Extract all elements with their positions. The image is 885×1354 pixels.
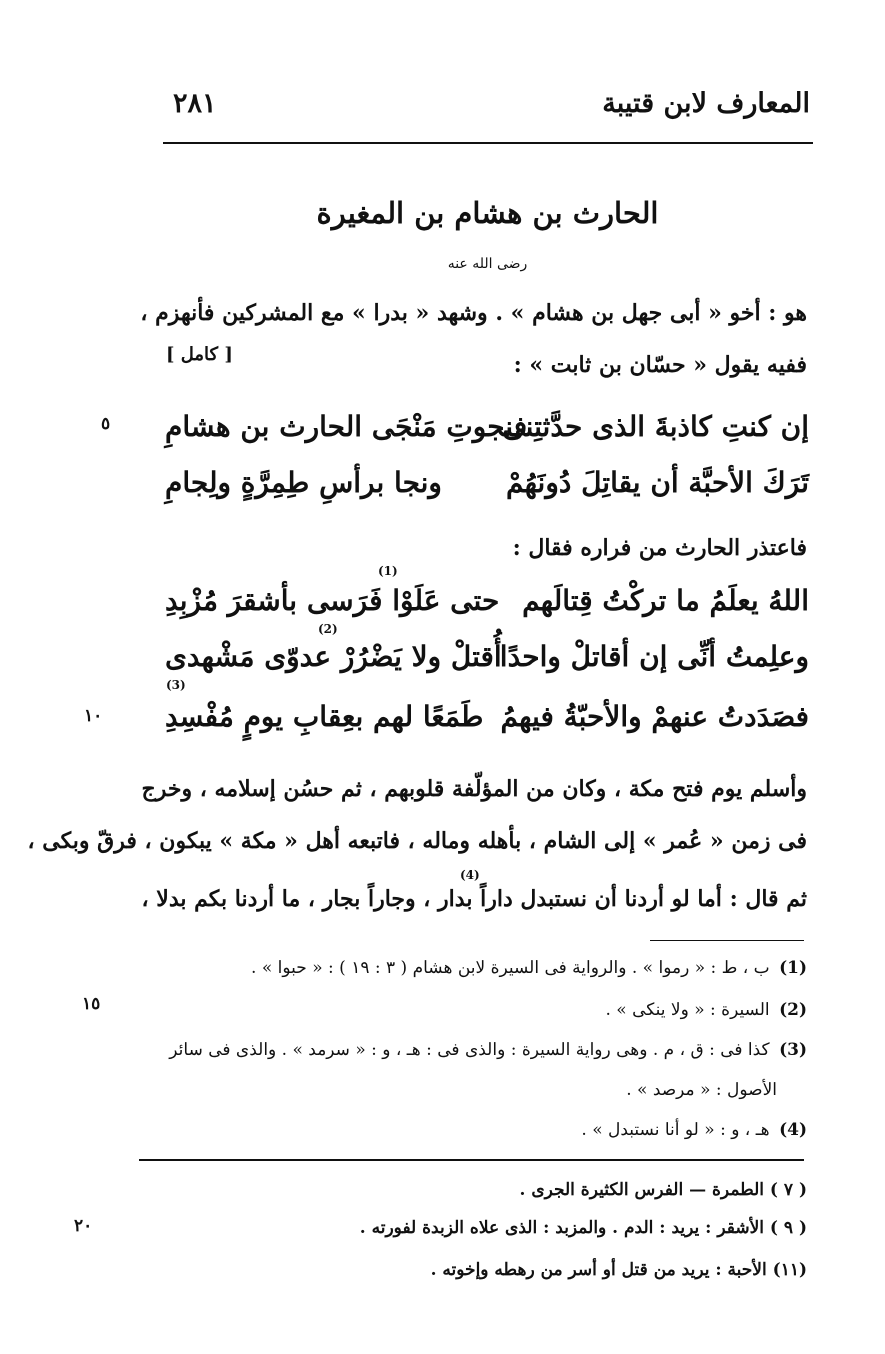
verse-2-first-hemistich: تَرَكَ الأحبَّة أن يقاتِلَ دُونَهُمْ bbox=[506, 466, 809, 499]
footnote-ref-4: (4) bbox=[460, 868, 480, 882]
header-rule bbox=[163, 142, 813, 144]
glossary-number: ( ٩ ) bbox=[769, 1218, 807, 1238]
running-header bbox=[165, 88, 810, 128]
footnote-text: السيرة : « ولا ينكى » . bbox=[605, 1000, 770, 1020]
intro-line-1: هو : أخو « أبى جهل بن هشام » . وشهد « بدرا » مع المشركين فأنهزم ، bbox=[140, 300, 807, 326]
verse-1-first-hemistich: إن كنتِ كاذبةَ الذى حدَّثتِنى bbox=[502, 410, 809, 443]
section-title: الحارث بن هشام بن المغيرة bbox=[316, 196, 659, 230]
meter-label: [ كامل ] bbox=[166, 344, 233, 365]
verse-5-second-hemistich: طَمَعًا لهم بعِقابِ يومٍ مُفْسِدِ bbox=[165, 700, 484, 733]
footnote-ref-3: (3) bbox=[166, 678, 186, 692]
glossary-note-1 bbox=[519, 1180, 807, 1200]
footnote-1 bbox=[251, 958, 807, 978]
verse-1-second-hemistich: فنجوتِ مَنْجَى الحارث بن هشامِ bbox=[165, 410, 528, 443]
margin-line-number: ٥ bbox=[101, 414, 111, 434]
apology-intro: فاعتذر الحارث من فراره فقال : bbox=[512, 535, 807, 561]
glossary-note-2 bbox=[360, 1218, 807, 1238]
footnote-3 bbox=[169, 1040, 807, 1060]
footnote-text: الأصول : « مرصد » . bbox=[626, 1080, 777, 1100]
page-number: ٢٨١ bbox=[173, 88, 217, 119]
verse-3-first-hemistich: اللهُ يعلَمُ ما تركْتُ قِتالَهم bbox=[522, 584, 809, 617]
glossary-text: الطمرة — الفرس الكثيرة الجرى . bbox=[519, 1180, 764, 1200]
honorific: رضى الله عنه bbox=[447, 256, 528, 272]
verse-4-first-hemistich: وعلِمتُ أنِّى إن أقاتلْ واحدًا bbox=[499, 640, 809, 673]
footnote-4 bbox=[581, 1120, 807, 1140]
margin-line-number: ٢٠ bbox=[74, 1216, 93, 1236]
glossary-text: الأحبة : يريد من قتل أو أسر من رهطه وإخوته . bbox=[430, 1260, 767, 1280]
footnote-text: كذا فى : ق ، م . وهى رواية السيرة : والذى فى : هـ ، و : « سرمد » . والذى فى سائر bbox=[169, 1040, 770, 1060]
glossary-separator bbox=[139, 1159, 804, 1161]
running-title: المعارف لابن قتيبة bbox=[602, 88, 810, 119]
footnote-number: (2) bbox=[779, 1000, 807, 1020]
intro-line-2: ففيه يقول « حسّان بن ثابت » : bbox=[513, 352, 807, 378]
footnote-number: (1) bbox=[779, 958, 807, 978]
footnote-3-continued bbox=[626, 1080, 777, 1100]
footnote-text: ب ، ط : « رموا » . والرواية فى السيرة لابن هشام ( ٣ : ١٩ ) : « حبوا » . bbox=[251, 958, 770, 978]
footnote-ref-2: (2) bbox=[318, 622, 338, 636]
footnote-2 bbox=[605, 1000, 807, 1020]
footnote-separator bbox=[650, 940, 804, 941]
verse-3-second-hemistich: حتى عَلَوْا فَرَسى بأشقرَ مُزْبِدِ bbox=[165, 584, 500, 617]
verse-2-second-hemistich: ونجا برأسِ طِمِرَّةٍ ولِجامِ bbox=[165, 466, 442, 499]
body-line-2: فى زمن « عُمر » إلى الشام ، بأهله وماله ، فاتبعه أهل « مكة » يبكون ، فرقّ وبكى ، bbox=[27, 828, 807, 854]
margin-line-number: ١٠ bbox=[84, 706, 103, 726]
body-line-3: ثم قال : أما لو أردنا أن نستبدل داراً بدار ، وجاراً بجار ، ما أردنا بكم بدلا ، bbox=[141, 886, 807, 912]
glossary-note-3 bbox=[431, 1260, 807, 1280]
footnote-number: (4) bbox=[779, 1120, 807, 1140]
glossary-number: (١١) bbox=[772, 1260, 807, 1280]
footnote-text: هـ ، و : « لو أنا نستبدل » . bbox=[581, 1120, 770, 1140]
glossary-text: الأشقر : يريد : الدم . والمزبد : الذى علاه الزبدة لفورته . bbox=[359, 1218, 764, 1238]
verse-5-first-hemistich: فصَدَدتُ عنهمْ والأحبّةُ فيهمُ bbox=[500, 700, 809, 733]
verse-4-second-hemistich: أُقتلْ ولا يَضْرُرْ عدوّى مَشْهدى bbox=[165, 640, 502, 673]
glossary-number: ( ٧ ) bbox=[769, 1180, 807, 1200]
footnote-ref-1: (1) bbox=[378, 564, 398, 578]
margin-line-number: ١٥ bbox=[82, 994, 101, 1014]
body-line-1: وأسلم يوم فتح مكة ، وكان من المؤلّفة قلوبهم ، ثم حسُن إسلامه ، وخرج bbox=[141, 776, 807, 802]
footnote-number: (3) bbox=[779, 1040, 807, 1060]
